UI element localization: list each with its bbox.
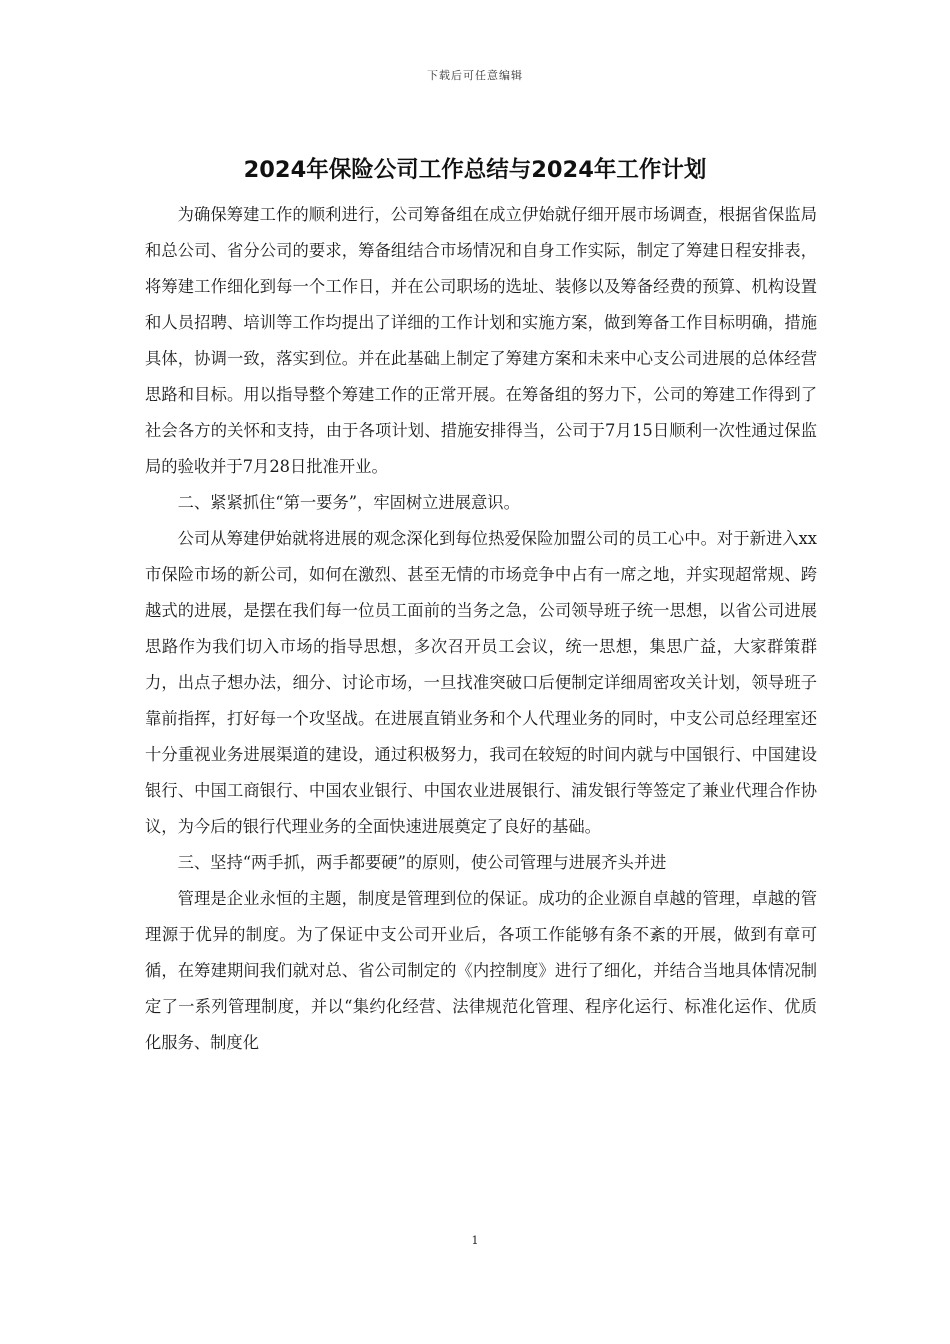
body-paragraph: 管理是企业永恒的主题，制度是管理到位的保证。成功的企业源自卓越的管理，卓越的管理源于优异的制度。为了保证中支公司开业后，各项工作能够有条不紊的开展，做到有章可循，在筹建期间我们就对总、省公司制定的《内控制度》进行了细化，并结合当地具体情况制定了一系列管理制度，并以“集约化经营、法律规范化管理、程序化运行、标准化运作、优质化服务、制度化 <box>145 889 817 1052</box>
section-heading: 三、坚持“两手抓，两手都要硬”的原则，使公司管理与进展齐头并进 <box>177 853 667 872</box>
document-body <box>145 197 817 1061</box>
body-paragraph: 公司从筹建伊始就将进展的观念深化到每位热爱保险加盟公司的员工心中。对于新进入xx市保险市场的新公司，如何在激烈、甚至无情的市场竞争中占有一席之地，并实现超常规、跨越式的进展，是摆在我们每一位员工面前的当务之急，公司领导班子统一思想，以省公司进展思路作为我们切入市场的指导思想，多次召开员工会议，统一思想，集思广益，大家群策群力，出点子想办法，细分、讨论市场，一旦找准突破口后便制定详细周密攻关计划，领导班子靠前指挥，打好每一个攻坚战。在进展直销业务和个人代理业务的同时，中支公司总经理室还十分重视业务进展渠道的建设，通过积极努力，我司在较短的时间内就与中国银行、中国建设银行、中国工商银行、中国农业银行、中国农业进展银行、浦发银行等签定了兼业代理合作协议，为今后的银行代理业务的全面快速进展奠定了良好的基础。 <box>145 529 817 836</box>
page-header-note: 下载后可任意编辑 <box>427 69 523 82</box>
body-paragraph: 为确保筹建工作的顺利进行，公司筹备组在成立伊始就仔细开展市场调查，根据省保监局和总公司、省分公司的要求，筹备组结合市场情况和自身工作实际，制定了筹建日程安排表，将筹建工作细化到每一个工作日，并在公司职场的选址、装修以及筹备经费的预算、机构设置和人员招聘、培训等工作均提出了详细的工作计划和实施方案，做到筹备工作目标明确，措施具体，协调一致，落实到位。并在此基础上制定了筹建方案和未来中心支公司进展的总体经营思路和目标。用以指导整个筹建工作的正常开展。在筹备组的努力下，公司的筹建工作得到了社会各方的关怀和支持，由于各项计划、措施安排得当，公司于7月15日顺利一次性通过保监局的验收并于7月28日批准开业。 <box>145 205 817 476</box>
page-number: 1 <box>471 1234 479 1247</box>
section-heading: 二、紧紧抓住“第一要务”，牢固树立进展意识。 <box>177 493 520 512</box>
document-title: 2024年保险公司工作总结与2024年工作计划 <box>243 157 707 183</box>
